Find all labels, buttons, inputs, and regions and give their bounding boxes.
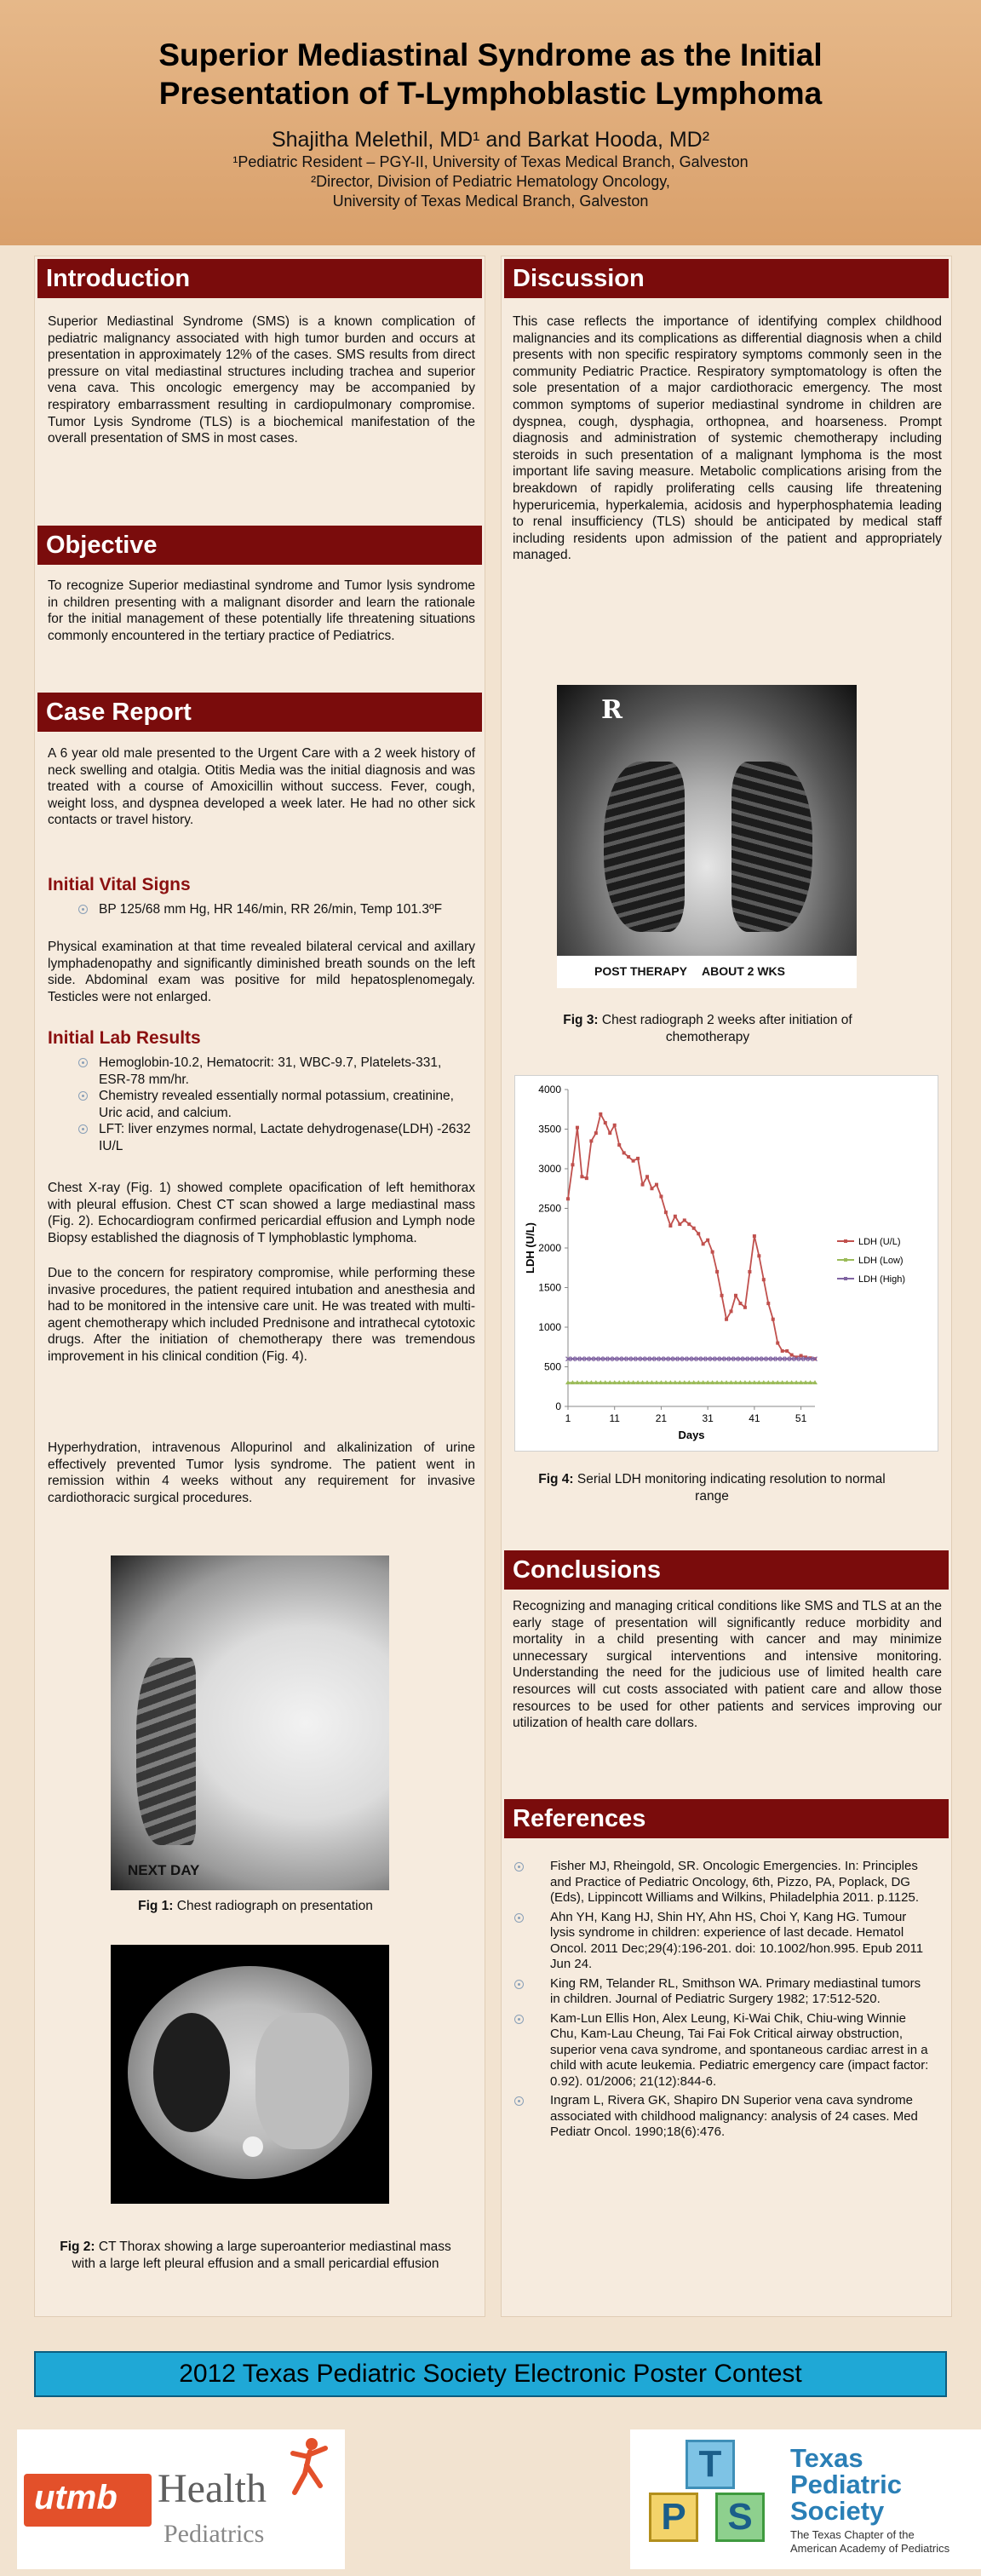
hydration-text: Hyperhydration, intravenous Allopurinol and alkalinization of urine effectively prevented Tumor lysis syndrome. The patient went in remission within 4 weeks without any requirement for invasive cardiothoracic surgical procedures. (48, 1440, 475, 1505)
objective-text: To recognize Superior mediastinal syndrome and Tumor lysis syndrome in children presenting with a malignant disorder and learn the rationale for the initial management of these potentially life threatening situations commonly encountered in the tertiary practice of Pediatrics. (48, 578, 475, 643)
fig4-caption: Fig 4: Serial LDH monitoring indicating resolution to normal range (538, 1472, 886, 1504)
data-point (641, 1183, 645, 1187)
case-report-heading: Case Report (37, 693, 482, 732)
bullet-icon (514, 1862, 524, 1872)
fig1-caption: Fig 1: Chest radiograph on presentation (138, 1899, 373, 1913)
list-item: Ahn YH, Kang HJ, Shin HY, Ahn HS, Choi Y, Kang HG. Tumour lysis syndrome in children: experience of last decade. Hematol Oncol. 2011 Dec;29(4):196-201. doi: 10.1002/hon.995. Epub 2011 Jun 24. (508, 1910, 933, 1973)
data-point (781, 1349, 784, 1353)
vital-signs-heading: Initial Vital Signs (48, 875, 191, 894)
objective-heading: Objective (37, 526, 482, 565)
poster-title (0, 36, 981, 112)
y-tick-label: 2000 (538, 1242, 561, 1254)
list-item: Fisher MJ, Rheingold, SR. Oncologic Emergencies. In: Principles and Practice of Pediatric Oncology, 6th, Pizzo, PA, Poplack, DG (Eds), Lippincott Williams and Wilkins, Philadelphia 2011. p.1125. (508, 1859, 933, 1906)
legend-marker (844, 1258, 847, 1262)
data-point (697, 1232, 700, 1235)
ct-spine (243, 2136, 263, 2157)
fig1-overlay-label: NEXT DAY (128, 1862, 200, 1878)
data-point (748, 1270, 751, 1274)
ldh-chart-svg (515, 1076, 939, 1452)
bullet-icon (78, 1091, 88, 1101)
data-point (632, 1159, 635, 1163)
y-tick-label: 1500 (538, 1281, 561, 1294)
data-point (743, 1306, 747, 1309)
health-wordmark: Health (158, 2466, 267, 2511)
data-point (599, 1113, 602, 1116)
data-point (604, 1121, 607, 1124)
vital-signs-list (75, 901, 475, 918)
texas-pediatric-society-logo (630, 2429, 981, 2569)
bullet-icon (78, 1124, 88, 1134)
fig3-overlay-left: POST THERAPY (594, 964, 687, 978)
utmb-health-logo (17, 2429, 345, 2569)
data-point (580, 1175, 583, 1178)
fig2-ct-thorax (111, 1945, 389, 2204)
x-tick-label: 31 (702, 1412, 714, 1424)
data-point (566, 1197, 570, 1200)
y-tick-label: 3000 (538, 1163, 561, 1175)
legend-entry: LDH (Low) (858, 1256, 904, 1266)
data-point (589, 1139, 593, 1142)
title-line-1: Superior Mediastinal Syndrome as the Initial (158, 37, 823, 72)
data-point (585, 1176, 588, 1180)
list-item: Chemistry revealed essentially normal potassium, creatinine, Uric acid, and calcium. (75, 1088, 475, 1121)
data-point (734, 1294, 737, 1297)
data-point (766, 1302, 770, 1305)
ct-right-lung (153, 2013, 230, 2132)
tps-block-t: T (686, 2440, 735, 2489)
right-lung-shape (136, 1658, 196, 1845)
fig1-chest-radiograph (111, 1555, 389, 1890)
data-point (683, 1218, 686, 1222)
x-axis-label: Days (678, 1429, 705, 1441)
y-tick-label: 2500 (538, 1202, 561, 1215)
fig3-caption: Fig 3: Chest radiograph 2 weeks after initiation of chemotherapy (563, 1013, 852, 1044)
exam-text: Physical examination at that time revealed bilateral cervical and axillary lymphadenopathy and significantly diminished breath sounds on the left side. Abdominal exam was positive for mild hepatosplenomegaly. Testicles were not enlarged. (48, 940, 475, 1004)
data-point (785, 1349, 789, 1353)
bullet-icon (78, 1058, 88, 1067)
data-point (800, 1354, 803, 1357)
data-point (622, 1151, 626, 1154)
y-axis-label: LDH (U/L) (524, 1222, 536, 1274)
tps-tagline: The Texas Chapter of the American Academy of Pediatrics (790, 2528, 950, 2555)
bullet-icon (514, 1980, 524, 1989)
data-point (776, 1342, 779, 1345)
data-point (594, 1131, 598, 1135)
references-list (508, 1859, 933, 2144)
case-report-text: A 6 year old male presented to the Urgent Care with a 2 week history of neck swelling and otalgia. Otitis Media was the initial diagnosis and was treated with a course of Amoxicillin without success. Fever, cough, weight loss, and dyspnea developed a week later. He had no other sick contacts or travel history. (48, 746, 475, 828)
series-line (568, 1114, 815, 1359)
lab-results-list (75, 1055, 475, 1155)
data-point (711, 1251, 714, 1254)
bullet-icon (514, 2096, 524, 2106)
discussion-heading: Discussion (504, 259, 949, 298)
y-tick-label: 4000 (538, 1084, 561, 1095)
ct-effusion (255, 2013, 349, 2149)
x-tick-label: 21 (655, 1412, 668, 1424)
poster-header (0, 0, 981, 245)
utmb-logo-box: utmb (24, 2474, 152, 2527)
bullet-icon (514, 2015, 524, 2024)
left-lung-shape (731, 762, 812, 932)
bullet-icon (514, 1913, 524, 1923)
list-item: Hemoglobin-10.2, Hematocrit: 31, WBC-9.7, Platelets-331, ESR-78 mm/hr. (75, 1055, 475, 1088)
data-point (608, 1131, 611, 1135)
x-tick-label: 41 (749, 1412, 760, 1424)
list-item: Ingram L, Rivera GK, Shapiro DN Superior vena cava syndrome associated with childhood malignancy: analysis of 24 cases. Med Pediatr Oncol. 1990;18(6):476. (508, 2093, 933, 2141)
fig4-ldh-chart (514, 1075, 938, 1452)
x-tick-label: 51 (795, 1412, 807, 1424)
data-point (576, 1126, 579, 1130)
concern-text: Due to the concern for respiratory compromise, while performing these invasive procedures, the patient required intubation and anesthesia and had to be monitored in the intensive care unit. He was treated with multi-agent chemotherapy which included Prednisone and intrathecal cytotoxic drugs. After the initiation of chemotherapy there was tremendous improvement in his clinical condition (Fig. 4). (48, 1266, 475, 1364)
legend-marker (844, 1277, 847, 1280)
bullet-icon (78, 905, 88, 914)
legend-entry: LDH (High) (858, 1274, 906, 1285)
contest-banner: 2012 Texas Pediatric Society Electronic Poster Contest (34, 2351, 947, 2397)
legend-entry: LDH (U/L) (858, 1237, 901, 1247)
data-point (674, 1215, 677, 1218)
data-point (720, 1294, 724, 1297)
list-item: King RM, Telander RL, Smithson WA. Primary mediastinal tumors in children. Journal of Pediatric Surgery 1982; 17:512-520. (508, 1976, 933, 2008)
list-item: Kam-Lun Ellis Hon, Alex Leung, Ki-Wai Chik, Chiu-wing Winnie Chu, Kam-Lau Cheung, Tai Fai Fok Critical airway obstruction, superior vena cava syndrome, and spontaneous cardiac arrest in a child with acute leukemia. Pediatric emergency care (impact factor: 0.92). 01/2006; 21(12):844-6. (508, 2011, 933, 2090)
lab-results-heading: Initial Lab Results (48, 1028, 201, 1048)
affiliation-1: ¹Pediatric Resident – PGY-II, University of Texas Medical Branch, Galveston (232, 153, 749, 170)
data-point (668, 1224, 672, 1228)
data-point (617, 1143, 621, 1147)
affiliation-2: ²Director, Division of Pediatric Hematology Oncology, (311, 173, 670, 190)
authors: Shajitha Melethil, MD¹ and Barkat Hooda, MD² (271, 128, 710, 152)
data-point (627, 1155, 630, 1159)
data-point (664, 1210, 668, 1214)
data-point (757, 1254, 760, 1257)
list-item: LFT: liver enzymes normal, Lactate dehydrogenase(LDH) -2632 IU/L (75, 1121, 475, 1154)
data-point (678, 1222, 681, 1226)
conclusions-text: Recognizing and managing critical conditions like SMS and TLS at an the early stage of presentation will significantly reduce morbidity and mortality in a child presenting with cancer and may minimize unnecessary surgical interventions and intensive monitoring. Understanding the need for the judicious use of limited health care resources will cut costs associated with patient care and allow those resources to be used for other patients and services improving our utilization of health care dollars. (513, 1599, 942, 1731)
data-point (738, 1302, 742, 1305)
tps-block-p: P (649, 2493, 698, 2542)
data-point (692, 1227, 696, 1230)
fig2-caption: Fig 2: CT Thorax showing a large superoanterior mediastinal mass with a large left pleural effusion and a small pericardial effusion (60, 2240, 451, 2271)
y-tick-label: 3500 (538, 1123, 561, 1136)
data-point (730, 1309, 733, 1313)
data-point (571, 1163, 574, 1166)
data-point (659, 1195, 663, 1199)
fig3-chest-radiograph (557, 685, 857, 988)
data-point (613, 1124, 617, 1127)
data-point (645, 1175, 649, 1178)
fig3-overlay-right: ABOUT 2 WKS (702, 964, 785, 978)
data-point (702, 1242, 705, 1245)
discussion-text: This case reflects the importance of identifying complex childhood malignancies and its complications as differential diagnosis when a child presents with non specific respiratory symptoms commonly seen in the community Pediatric Practice. Respiratory symptomatology is often the sole presentation of a major cardiothoracic emergency. The most common symptoms of superior mediastinal syndrome in children are dyspnea, cough, dysphagia, orthopnea, and hoarseness. Prompt diagnosis and administration of systemic chemotherapy including steroids in such presentation of a malignant lymphoma is the most important life saving measure. Metabolic complications arising from the breakdown of rapidly proliferating cells causing life threatening hyperuricemia, hyperkalemia, acidosis and hyperphosphatemia leading to renal insufficiency (TLS) should be anticipated by medical staff including residents upon admission of the patient and appropriately managed. (513, 314, 942, 563)
legend-marker (844, 1239, 847, 1243)
data-point (762, 1278, 766, 1281)
right-lung-shape (604, 762, 685, 932)
data-point (636, 1157, 640, 1160)
data-point (655, 1183, 658, 1187)
tps-block-s: S (715, 2493, 765, 2542)
tps-wordmark: Texas Pediatric Society (790, 2443, 902, 2526)
child-figure-icon (288, 2436, 329, 2498)
data-point (706, 1239, 709, 1242)
introduction-heading: Introduction (37, 259, 482, 298)
references-heading: References (504, 1799, 949, 1838)
data-point (725, 1318, 728, 1321)
data-point (650, 1187, 653, 1190)
conclusions-heading: Conclusions (504, 1550, 949, 1590)
data-point (772, 1318, 775, 1321)
data-point (687, 1222, 691, 1226)
introduction-text: Superior Mediastinal Syndrome (SMS) is a known complication of pediatric malignancy associated with high tumor burden and occurs at presentation in approximately 12% of the cases. SMS results from direct pressure on vital mediastinal structures including trachea and superior vena cava. This oncologic emergency may be accompanied by respiratory embarrassment resulting in cardiopulmonary compromise. Tumor Lysis Syndrome (TLS) is a biochemical manifestation of the overall presentation of SMS in most cases. (48, 314, 475, 446)
title-line-2: Presentation of T-Lymphoblastic Lymphoma (158, 76, 823, 111)
xray-text: Chest X-ray (Fig. 1) showed complete opacification of left hemithorax with pleural effusion. Chest CT scan showed a large mediastinal mass (Fig. 2). Echocardiogram confirmed pericardial effusion and Lymph node Biopsy established the diagnosis of T lymphoblastic lymphoma. (48, 1181, 475, 1245)
data-point (790, 1354, 794, 1357)
affiliation-3: University of Texas Medical Branch, Galveston (332, 193, 649, 210)
pediatrics-wordmark: Pediatrics (164, 2520, 265, 2548)
list-item: BP 125/68 mm Hg, HR 146/min, RR 26/min, Temp 101.3ºF (75, 901, 475, 918)
radiograph-side-marker: R (601, 695, 622, 725)
y-tick-label: 500 (543, 1360, 561, 1373)
y-tick-label: 1000 (538, 1321, 561, 1333)
y-tick-label: 0 (555, 1400, 561, 1412)
x-tick-label: 11 (609, 1412, 620, 1424)
data-point (753, 1234, 756, 1238)
data-point (715, 1270, 719, 1274)
x-tick-label: 1 (565, 1412, 571, 1424)
